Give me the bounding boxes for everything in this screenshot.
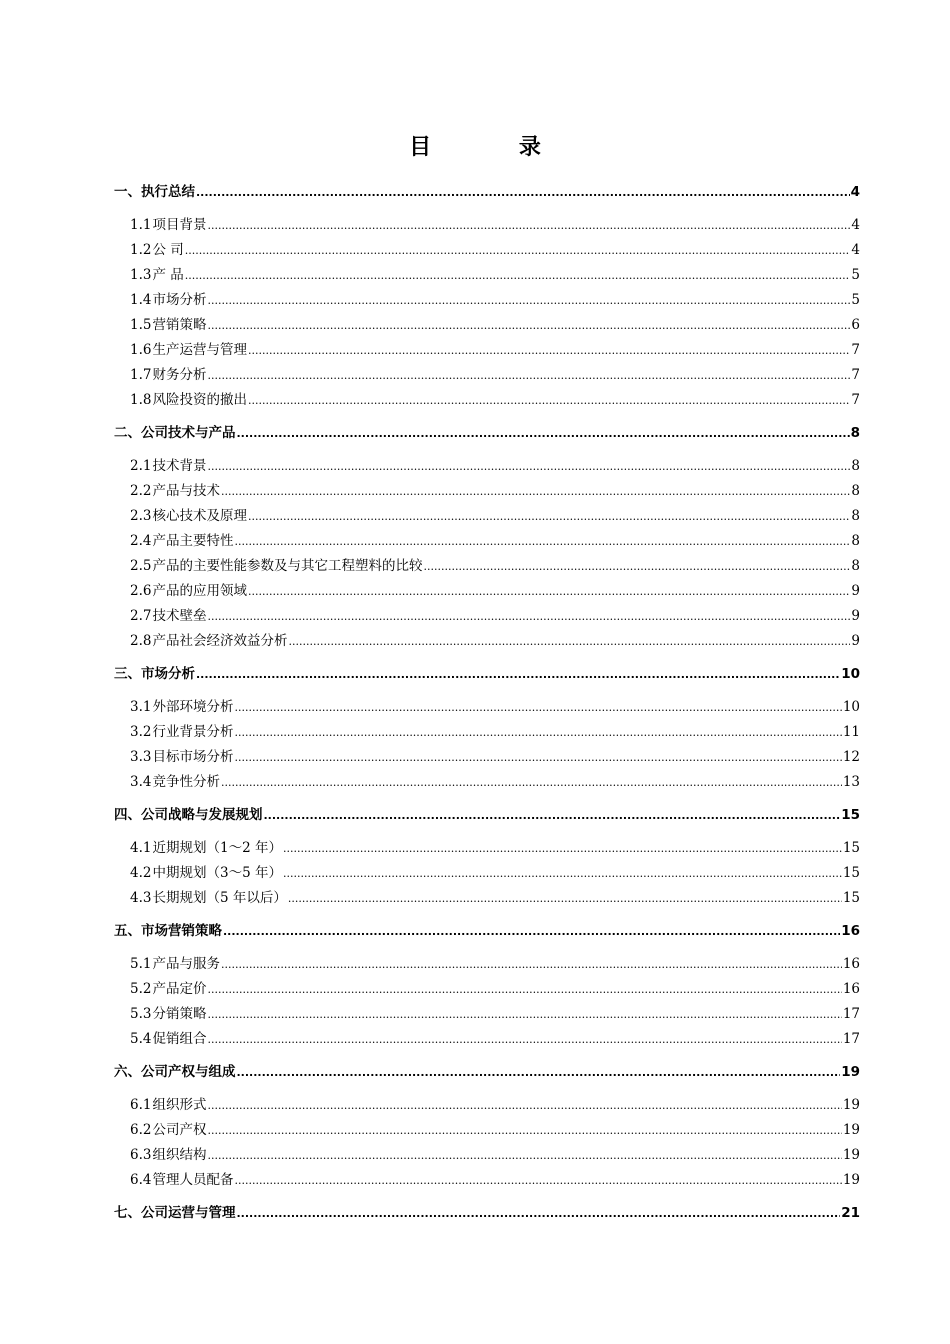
section-number: 5.2: [130, 981, 152, 997]
section-number: 1.7: [130, 367, 152, 383]
chapter-title: 七、公司运营与管理: [114, 1205, 236, 1221]
toc-chapter-entry[interactable]: [114, 1199, 860, 1227]
toc-section-entry[interactable]: [114, 504, 860, 529]
toc-section-entry[interactable]: [114, 836, 860, 861]
dot-leader: [221, 770, 842, 795]
page-number: 4: [850, 184, 860, 200]
section-label: 营销策略: [152, 317, 207, 333]
page-number: 13: [842, 774, 860, 790]
toc-section-entry[interactable]: [114, 1002, 860, 1027]
page-number: 6: [851, 317, 860, 333]
dot-leader: [283, 861, 842, 886]
dot-leader: [248, 504, 850, 529]
dot-leader: [196, 660, 840, 689]
dot-leader: [207, 1027, 841, 1052]
toc-chapter-entry[interactable]: [114, 801, 860, 829]
dot-leader: [207, 1118, 841, 1143]
page-number: 19: [842, 1122, 860, 1138]
dot-leader: [234, 720, 841, 745]
toc-chapter-entry[interactable]: [114, 178, 860, 206]
section-label: 组织结构: [152, 1147, 207, 1163]
page-number: 15: [842, 840, 860, 856]
section-title: [130, 554, 422, 579]
toc-section-entry[interactable]: [114, 263, 860, 288]
section-number: 2.1: [130, 458, 152, 474]
page-number: 11: [842, 724, 860, 740]
section-title: [130, 629, 287, 654]
chapter-title: 五、市场营销策略: [114, 923, 222, 939]
toc-chapter-entry[interactable]: [114, 660, 860, 688]
section-label: 行业背景分析: [152, 724, 234, 740]
section-title: [130, 770, 220, 795]
section-title: [130, 579, 247, 604]
dot-leader: [196, 178, 850, 207]
page-number: 8: [850, 425, 860, 441]
dot-leader: [207, 213, 850, 238]
page-number: 7: [851, 392, 860, 408]
dot-leader: [185, 263, 851, 288]
page-number: 8: [851, 533, 860, 549]
dot-leader: [423, 554, 850, 579]
page-number: 19: [842, 1097, 860, 1113]
page-number: 8: [851, 458, 860, 474]
section-number: 2.5: [130, 558, 152, 574]
section-number: 2.7: [130, 608, 152, 624]
dot-leader: [207, 363, 850, 388]
page-number: 15: [842, 865, 860, 881]
section-label: 近期规划（1～2 年）: [152, 840, 282, 856]
section-number: 3.2: [130, 724, 152, 740]
dot-leader: [248, 579, 850, 604]
section-label: 管理人员配备: [152, 1172, 234, 1188]
dot-leader: [288, 886, 842, 911]
toc-section-entry[interactable]: [114, 213, 860, 238]
section-number: 5.4: [130, 1031, 152, 1047]
section-label: 产品定价: [152, 981, 207, 997]
page-number: 21: [841, 1205, 860, 1221]
section-number: 3.4: [130, 774, 152, 790]
section-title: [130, 363, 206, 388]
section-label: 财务分析: [152, 367, 207, 383]
dot-leader: [207, 1143, 841, 1168]
page-number: 16: [841, 923, 860, 939]
section-title: [130, 263, 184, 288]
section-title: [130, 861, 282, 886]
section-title: [130, 213, 206, 238]
page-number: 19: [842, 1172, 860, 1188]
page-number: 15: [842, 890, 860, 906]
page-number: 10: [841, 666, 860, 682]
section-number: 4.2: [130, 865, 152, 881]
section-label: 核心技术及原理: [152, 508, 247, 524]
dot-leader: [207, 313, 850, 338]
section-title: [130, 338, 247, 363]
page-number: 16: [842, 956, 860, 972]
section-title: [130, 1002, 206, 1027]
dot-leader: [185, 238, 851, 263]
page-number: 7: [851, 342, 860, 358]
section-number: 6.2: [130, 1122, 152, 1138]
page-number: 15: [841, 807, 860, 823]
table-of-contents: [114, 178, 860, 1227]
section-number: 6.4: [130, 1172, 152, 1188]
section-label: 产品社会经济效益分析: [152, 633, 288, 649]
dot-leader: [283, 836, 842, 861]
section-number: 1.3: [130, 267, 152, 283]
dot-leader: [207, 977, 841, 1002]
dot-leader: [207, 454, 850, 479]
section-number: 1.6: [130, 342, 152, 358]
dot-leader: [237, 1199, 841, 1228]
section-label: 风险投资的撤出: [152, 392, 247, 408]
section-title: [130, 836, 282, 861]
page-number: 16: [842, 981, 860, 997]
section-label: 产品的应用领域: [152, 583, 247, 599]
toc-section-entry[interactable]: [114, 720, 860, 745]
page-number: 5: [851, 292, 860, 308]
dot-leader: [221, 952, 842, 977]
section-number: 2.2: [130, 483, 152, 499]
section-number: 3.3: [130, 749, 152, 765]
section-label: 市场分析: [152, 292, 207, 308]
chapter-title: 一、执行总结: [114, 184, 195, 200]
dot-leader: [223, 917, 840, 946]
toc-section-entry[interactable]: [114, 1093, 860, 1118]
dot-leader: [264, 801, 841, 830]
toc-section-entry[interactable]: [114, 745, 860, 770]
toc-section-entry[interactable]: [114, 554, 860, 579]
section-label: 组织形式: [152, 1097, 207, 1113]
chapter-title: 二、公司技术与产品: [114, 425, 236, 441]
section-number: 2.8: [130, 633, 152, 649]
section-number: 1.2: [130, 242, 152, 258]
section-title: [130, 977, 206, 1002]
section-label: 产品与服务: [152, 956, 220, 972]
dot-leader: [234, 745, 841, 770]
dot-leader: [207, 288, 850, 313]
page-number: 19: [842, 1147, 860, 1163]
section-title: [130, 388, 247, 413]
section-number: 1.8: [130, 392, 152, 408]
toc-section-entry[interactable]: [114, 238, 860, 263]
toc-chapter-entry[interactable]: [114, 1058, 860, 1086]
page-number: 12: [842, 749, 860, 765]
section-number: 5.1: [130, 956, 152, 972]
section-number: 2.6: [130, 583, 152, 599]
section-title: [130, 313, 206, 338]
section-number: 4.3: [130, 890, 152, 906]
section-label: 生产运营与管理: [152, 342, 247, 358]
toc-section-entry[interactable]: [114, 1027, 860, 1052]
section-title: [130, 288, 206, 313]
page-number: 17: [842, 1006, 860, 1022]
toc-chapter-entry[interactable]: [114, 419, 860, 447]
section-title: [130, 454, 206, 479]
page-number: 8: [851, 483, 860, 499]
toc-section-entry[interactable]: [114, 861, 860, 886]
page-number: 7: [851, 367, 860, 383]
toc-section-entry[interactable]: [114, 886, 860, 911]
dot-leader: [237, 419, 850, 448]
section-number: 6.1: [130, 1097, 152, 1113]
section-label: 项目背景: [152, 217, 207, 233]
dot-leader: [248, 338, 850, 363]
dot-leader: [234, 529, 850, 554]
section-label: 产品的主要性能参数及与其它工程塑料的比较: [152, 558, 423, 574]
toc-section-entry[interactable]: [114, 1168, 860, 1193]
toc-section-entry[interactable]: [114, 288, 860, 313]
section-title: [130, 238, 184, 263]
section-title: [130, 529, 233, 554]
page-number: 9: [851, 608, 860, 624]
section-title: [130, 1168, 233, 1193]
section-number: 1.4: [130, 292, 152, 308]
section-label: 分销策略: [152, 1006, 207, 1022]
section-number: 3.1: [130, 699, 152, 715]
dot-leader: [207, 1002, 841, 1027]
section-title: [130, 604, 206, 629]
toc-section-entry[interactable]: [114, 529, 860, 554]
toc-section-entry[interactable]: [114, 629, 860, 654]
section-number: 1.5: [130, 317, 152, 333]
section-title: [130, 720, 233, 745]
chapter-title: 三、市场分析: [114, 666, 195, 682]
section-title: [130, 695, 233, 720]
section-title: [130, 1027, 206, 1052]
dot-leader: [234, 695, 841, 720]
section-label: 长期规划（5 年以后）: [152, 890, 287, 906]
section-label: 产品主要特性: [152, 533, 234, 549]
toc-section-entry[interactable]: [114, 338, 860, 363]
section-label: 促销组合: [152, 1031, 207, 1047]
page-number: 10: [842, 699, 860, 715]
section-number: 1.1: [130, 217, 152, 233]
dot-leader: [237, 1058, 841, 1087]
dot-leader: [234, 1168, 841, 1193]
section-title: [130, 1143, 206, 1168]
section-label: 公司产权: [152, 1122, 207, 1138]
section-label: 中期规划（3～5 年）: [152, 865, 282, 881]
dot-leader: [248, 388, 850, 413]
dot-leader: [288, 629, 850, 654]
section-number: 2.3: [130, 508, 152, 524]
toc-section-entry[interactable]: [114, 313, 860, 338]
toc-section-entry[interactable]: [114, 1143, 860, 1168]
toc-section-entry[interactable]: [114, 479, 860, 504]
section-number: 4.1: [130, 840, 152, 856]
section-label: 产品与技术: [152, 483, 220, 499]
section-label: 公 司: [152, 242, 184, 258]
dot-leader: [207, 604, 850, 629]
section-title: [130, 952, 220, 977]
section-title: [130, 886, 287, 911]
section-title: [130, 504, 247, 529]
page-number: 19: [841, 1064, 860, 1080]
toc-section-entry[interactable]: [114, 604, 860, 629]
section-label: 竞争性分析: [152, 774, 220, 790]
toc-section-entry[interactable]: [114, 363, 860, 388]
toc-section-entry[interactable]: [114, 454, 860, 479]
toc-section-entry[interactable]: [114, 1118, 860, 1143]
toc-section-entry[interactable]: [114, 977, 860, 1002]
page-number: 9: [851, 633, 860, 649]
section-label: 目标市场分析: [152, 749, 234, 765]
section-title: [130, 1093, 206, 1118]
section-title: [130, 1118, 206, 1143]
page-number: 8: [851, 508, 860, 524]
toc-section-entry[interactable]: [114, 770, 860, 795]
toc-section-entry[interactable]: [114, 388, 860, 413]
toc-chapter-entry[interactable]: [114, 917, 860, 945]
page-number: 8: [851, 558, 860, 574]
chapter-title: 四、公司战略与发展规划: [114, 807, 263, 823]
dot-leader: [207, 1093, 841, 1118]
section-title: [130, 745, 233, 770]
section-label: 产 品: [152, 267, 184, 283]
toc-title: 目 录: [409, 135, 581, 160]
section-label: 技术背景: [152, 458, 207, 474]
page-number: 17: [842, 1031, 860, 1047]
page-number: 4: [851, 242, 860, 258]
page-number: 9: [851, 583, 860, 599]
section-label: 外部环境分析: [152, 699, 234, 715]
section-number: 2.4: [130, 533, 152, 549]
page-number: 5: [851, 267, 860, 283]
section-number: 6.3: [130, 1147, 152, 1163]
dot-leader: [221, 479, 850, 504]
toc-section-entry[interactable]: [114, 952, 860, 977]
section-title: [130, 479, 220, 504]
section-label: 技术壁垒: [152, 608, 207, 624]
toc-section-entry[interactable]: [114, 695, 860, 720]
page-number: 4: [851, 217, 860, 233]
toc-section-entry[interactable]: [114, 579, 860, 604]
chapter-title: 六、公司产权与组成: [114, 1064, 236, 1080]
section-number: 5.3: [130, 1006, 152, 1022]
